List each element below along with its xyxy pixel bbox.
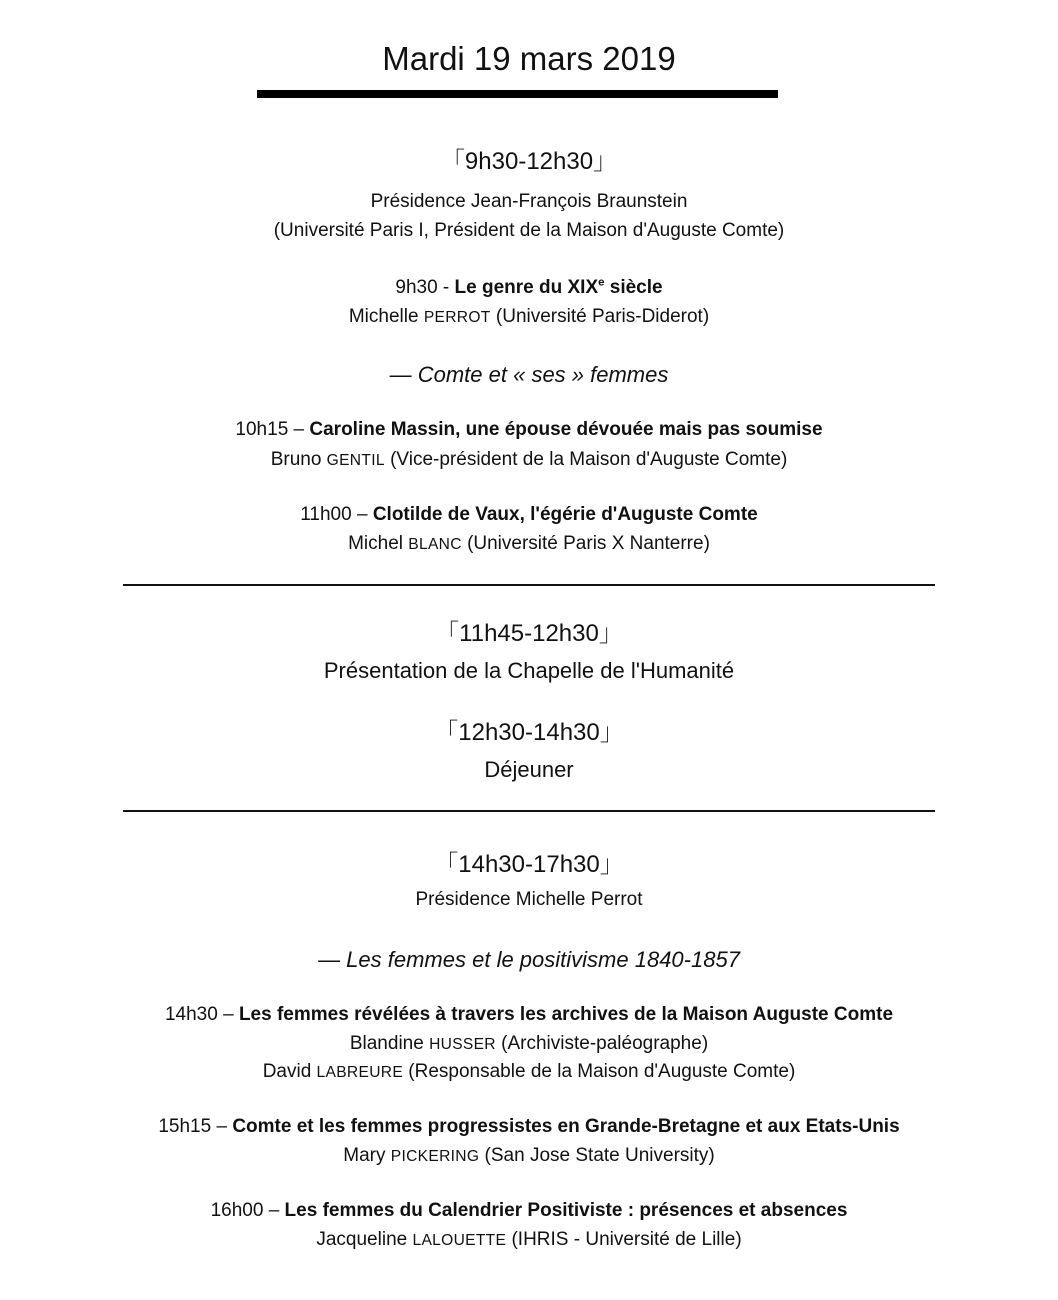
talk-title-line: 10h15 – Caroline Massin, une épouse dévouée mais pas soumise bbox=[235, 419, 823, 440]
talk-title-line: 16h00 – Les femmes du Calendrier Positiviste : présences et absences bbox=[210, 1200, 848, 1221]
talk-title-line: 11h00 – Clotilde de Vaux, l'égérie d'Auguste Comte bbox=[300, 504, 758, 525]
lunch-slot: 「12h30-14h30」 bbox=[434, 719, 624, 746]
talk-speaker: Mary PICKERING (San Jose State University) bbox=[343, 1145, 715, 1166]
chapel-slot: 「11h45-12h30」 bbox=[435, 620, 623, 647]
talk-speaker: Michel BLANC (Université Paris X Nanterre) bbox=[348, 533, 710, 554]
morning-presidence: Présidence Jean-François Braunstein bbox=[370, 191, 688, 212]
title-underline bbox=[257, 90, 778, 98]
page-title: Mardi 19 mars 2019 bbox=[382, 40, 676, 77]
talk-speaker: David LABREURE (Responsable de la Maison d'Auguste Comte) bbox=[262, 1061, 796, 1082]
section-divider bbox=[123, 810, 935, 812]
talk-title-line: 14h30 – Les femmes révélées à travers les archives de la Maison Auguste Comte bbox=[164, 1004, 894, 1025]
morning-presidence-affiliation: (Université Paris I, Président de la Maison d'Auguste Comte) bbox=[273, 220, 785, 241]
afternoon-presidence: Présidence Michelle Perrot bbox=[415, 889, 643, 910]
afternoon-theme: — Les femmes et le positivisme 1840-1857 bbox=[318, 947, 740, 972]
morning-theme: — Comte et « ses » femmes bbox=[389, 362, 669, 387]
keynote-time: 9h30 - bbox=[395, 277, 450, 298]
talk-title-line: 15h15 – Comte et les femmes progressistes en Grande-Bretagne et aux Etats-Unis bbox=[158, 1116, 900, 1137]
keynote-speaker: Michelle PERROT (Université Paris-Diderot) bbox=[348, 306, 710, 327]
morning-slot: 「9h30-12h30」 bbox=[440, 148, 618, 175]
section-divider bbox=[123, 584, 935, 586]
talk-speaker: Jacqueline LALOUETTE (IHRIS - Université de Lille) bbox=[316, 1229, 742, 1250]
lunch-label: Déjeuner bbox=[484, 757, 574, 782]
chapel-label: Présentation de la Chapelle de l'Humanité bbox=[323, 658, 735, 683]
talk-speaker: Bruno GENTIL (Vice-président de la Maison d'Auguste Comte) bbox=[270, 449, 788, 470]
afternoon-slot: 「14h30-17h30」 bbox=[434, 851, 624, 878]
talk-speaker: Blandine HUSSER (Archiviste-paléographe) bbox=[349, 1033, 709, 1054]
keynote-title-line bbox=[0, 277, 1058, 299]
keynote-title: Le genre du XIXe siècle bbox=[454, 276, 663, 298]
